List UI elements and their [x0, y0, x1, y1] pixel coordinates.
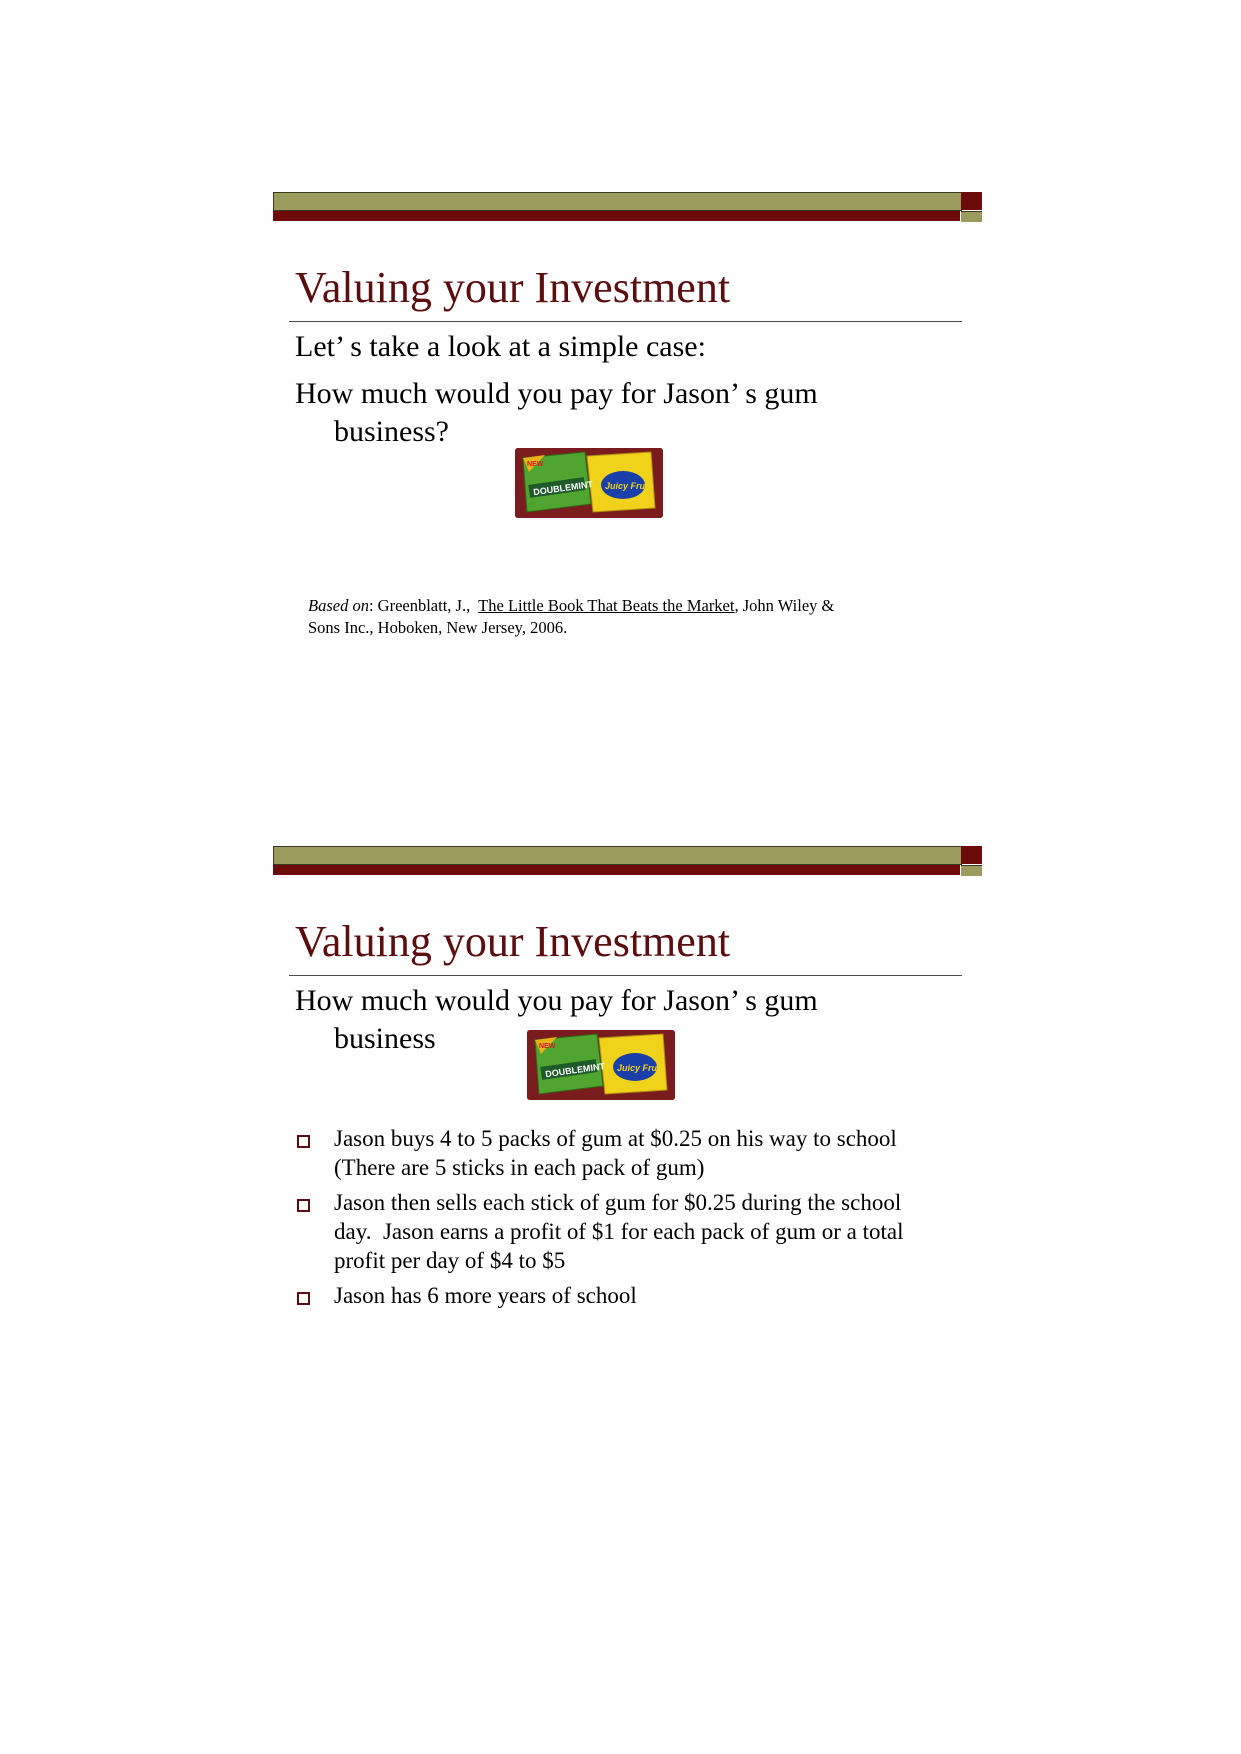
bullet-text-line: Jason then sells each stick of gum for $0.25 during the school	[334, 1190, 902, 1215]
citation-prefix: Based on	[308, 596, 369, 615]
slide-title: Valuing your Investment	[295, 917, 731, 966]
citation-line-2: Sons Inc., Hoboken, New Jersey, 2006.	[308, 618, 568, 637]
title-divider	[289, 975, 962, 976]
bullet-list	[295, 1124, 985, 1316]
bullet-text-line: day. Jason earns a profit of $1 for each pack of gum or a total	[334, 1219, 904, 1244]
body-line: Let’ s take a look at a simple case:	[295, 330, 706, 363]
header-bar-red	[273, 211, 960, 221]
bullet-item	[295, 1281, 985, 1310]
slide-title: Valuing your Investment	[295, 263, 731, 312]
citation-publisher: , John Wiley &	[734, 596, 835, 615]
bullet-text-line: Jason has 6 more years of school	[334, 1283, 637, 1308]
header-square-olive	[961, 211, 982, 222]
header-bar-olive	[273, 846, 962, 865]
body-line: business?	[334, 415, 449, 448]
badge-new: NEW	[527, 461, 544, 468]
hollow-square-bullet-icon	[297, 1292, 310, 1305]
bullet-text-line: Jason buys 4 to 5 packs of gum at $0.25 on his way to school	[334, 1126, 897, 1151]
body-line: How much would you pay for Jason’ s gum	[295, 377, 818, 410]
header-square-red	[961, 846, 982, 864]
gum-packs-image	[527, 1030, 675, 1100]
citation-book-title: The Little Book That Beats the Market	[478, 596, 735, 615]
body-line: How much would you pay for Jason’ s gum	[295, 984, 818, 1017]
brand-juicy-fruit: Juicy Fruit	[605, 481, 651, 491]
slide-2	[273, 846, 985, 1446]
citation	[308, 595, 834, 639]
hollow-square-bullet-icon	[297, 1199, 310, 1212]
bullet-text-line: profit per day of $4 to $5	[334, 1248, 566, 1273]
brand-juicy-fruit: Juicy Fruit	[617, 1063, 663, 1073]
gum-packs-image	[515, 448, 663, 518]
badge-new: NEW	[539, 1043, 556, 1050]
bullet-item	[295, 1188, 985, 1275]
hollow-square-bullet-icon	[297, 1135, 310, 1148]
bullet-text-line: (There are 5 sticks in each pack of gum)	[334, 1155, 705, 1180]
brand-doublemint: DOUBLEMINT	[532, 479, 594, 498]
brand-doublemint: DOUBLEMINT	[544, 1061, 606, 1080]
header-bar-red	[273, 865, 960, 875]
citation-author: : Greenblatt, J.,	[368, 596, 471, 615]
header-square-red	[961, 192, 982, 210]
title-divider	[289, 321, 962, 322]
header-bar-olive	[273, 192, 962, 211]
header-square-olive	[961, 865, 982, 876]
slide-1	[273, 192, 985, 792]
bullet-item	[295, 1124, 985, 1182]
body-line: business	[334, 1022, 436, 1055]
